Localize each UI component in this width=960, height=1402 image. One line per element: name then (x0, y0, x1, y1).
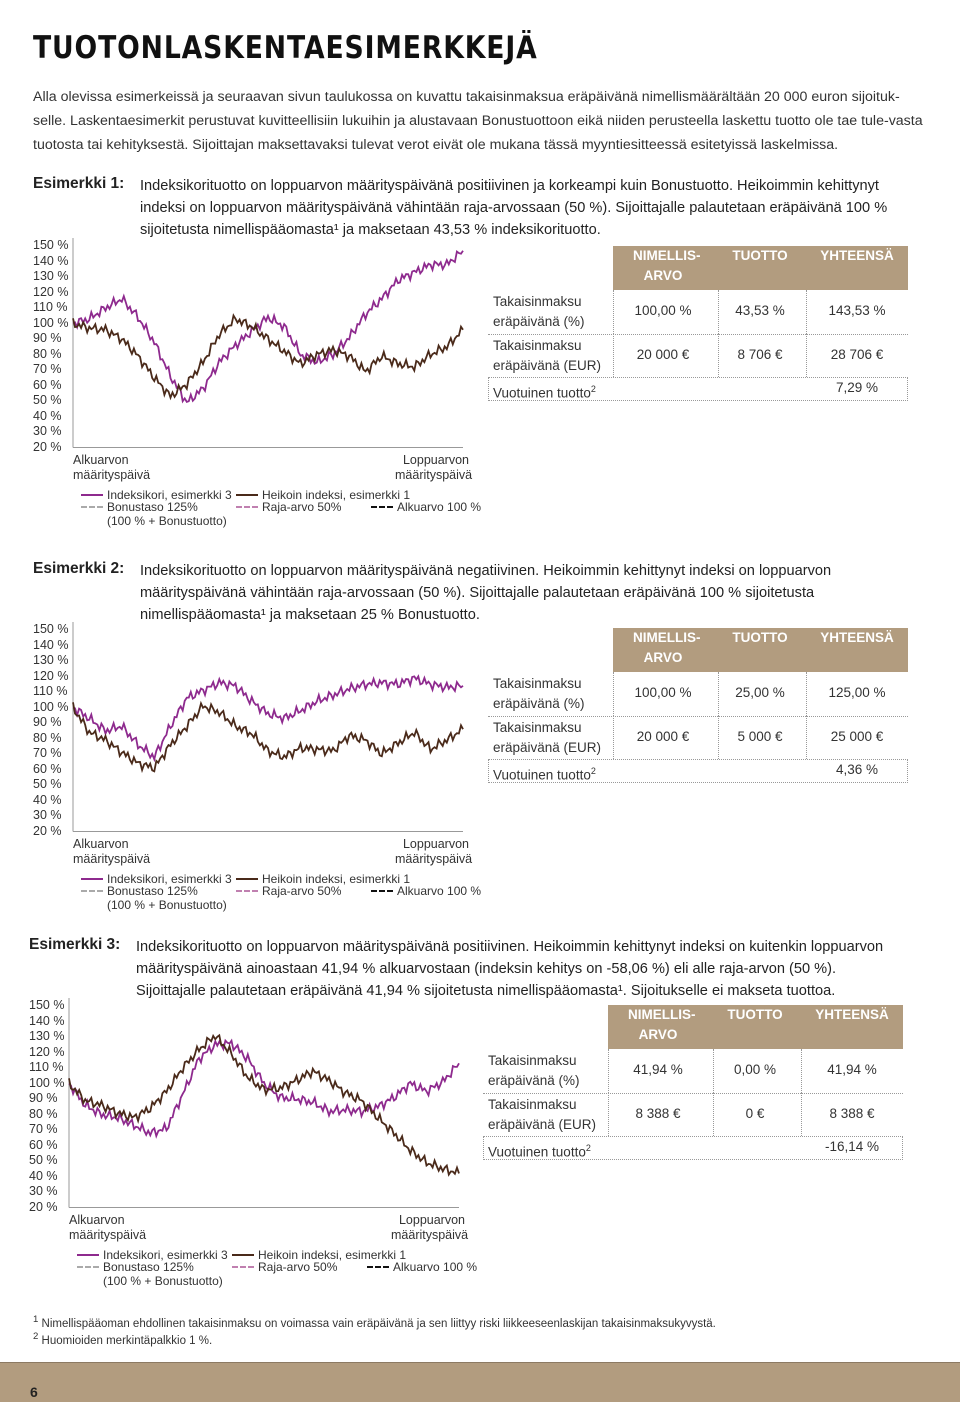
legend-text: Indeksikori, esimerkki 3 (107, 871, 232, 886)
table-value: 41,94 % (827, 1062, 877, 1077)
x-axis-end-label (391, 1212, 469, 1243)
row-label-line: eräpäivänä (EUR) (488, 1117, 597, 1132)
row-label-line: Takaisinmaksu (493, 294, 582, 309)
row-label-line: Takaisinmaksu (488, 1053, 577, 1068)
legend-text: Heikoin indeksi, esimerkki 1 (262, 871, 411, 886)
table-value: 100,00 % (634, 303, 692, 318)
header-cell: TUOTTO (732, 248, 788, 263)
annual-value: -16,14 % (824, 1139, 880, 1154)
header-cell: NIMELLIS-ARVO (628, 1007, 696, 1042)
row-label-line: eräpäivänä (EUR) (493, 740, 602, 755)
y-tick-label: 150 % (29, 998, 65, 1012)
row-pct (488, 672, 908, 717)
row-label-line: Takaisinmaksu (493, 720, 582, 735)
legend-swatch (236, 890, 258, 892)
y-tick-label: 130 % (33, 269, 69, 283)
y-tick-label: 50 % (33, 393, 62, 407)
axis-text: Alkuarvon (73, 452, 129, 467)
axis-text: määrityspäivä (395, 467, 473, 482)
y-tick-label: 100 % (33, 699, 69, 714)
y-tick-label: 20 % (29, 1199, 58, 1214)
header-cell: YHTEENSÄ (820, 630, 894, 645)
y-tick-label: 60 % (33, 377, 62, 392)
row-annual (483, 1136, 903, 1160)
row-label (493, 718, 601, 758)
header-cell: NIMELLIS-ARVO (633, 248, 701, 283)
y-tick-label: 90 % (33, 715, 62, 729)
y-tick-label: 140 % (33, 253, 69, 268)
row-label-line: eräpäivänä (%) (493, 696, 585, 711)
series-line-weakest-index (69, 1035, 459, 1174)
legend-swatch (236, 878, 258, 880)
annual-sup: 2 (590, 384, 596, 394)
y-tick-label: 140 % (33, 637, 69, 652)
column-divider (713, 1093, 714, 1136)
annual-value: 4,36 % (835, 762, 879, 777)
axis-text: määrityspäivä (73, 467, 151, 482)
row-eur (488, 334, 908, 378)
row-pct (483, 1049, 903, 1094)
column-divider (801, 1049, 802, 1093)
y-tick-label: 100 % (29, 1075, 65, 1090)
annual-text: Vuotuinen tuotto (493, 767, 591, 783)
intro-text: Alla olevissa esimerkeissä ja seuraavan sivun taulukossa on kuvattu takaisinmaksua eräpäivänä nimellismäärältään 20 000 euron sijoituk-selle. Laskentaesimerkit perustuvat kuvitteellisiin lukuihin ja alustavaan Bonustuottoon eikä niiden perusteella laskettu tuotto ole tae tule-vasta tuotosta tai kehityksestä. Sijoittajan maksettavaksi tulevat verot eivät ole mukana tässä myyntiesitteessä esitetyissä laskelmissa. (33, 89, 923, 153)
series-line-weakest-index (73, 316, 463, 398)
legend-item-bonus (81, 500, 227, 528)
table-value: 100,00 % (634, 685, 692, 700)
legend-item-start (371, 500, 481, 514)
column-divider (613, 334, 614, 377)
y-tick-label: 100 % (33, 315, 69, 330)
y-tick-label: 90 % (33, 331, 62, 345)
table-value: 25,00 % (735, 685, 785, 700)
footnote-1: $^1$ Nimellispääoman ehdollinen takaisinmaksu on voimassa vain eräpäivänä ja sen liittyy riski liikkeeseenlaskijan takaisinmaksukyvystä. (33, 1314, 716, 1330)
row-pct (488, 290, 908, 335)
axis-text: määrityspäivä (69, 1227, 147, 1242)
column-divider (806, 334, 807, 377)
legend-text: Heikoin indeksi, esimerkki 1 (258, 1247, 407, 1262)
annual-row-frame (488, 759, 908, 783)
x-axis-start-label (73, 837, 150, 867)
legend-swatch (81, 494, 103, 496)
annual-text: Vuotuinen tuotto (493, 385, 591, 401)
table-value: 41,94 % (633, 1062, 683, 1077)
row-annual (488, 759, 908, 783)
row-label (488, 1051, 580, 1091)
legend-item-start (367, 1260, 477, 1274)
legend-text: (100 % + Bonustuotto) (103, 1273, 223, 1288)
table-value: 143,53 % (828, 303, 886, 318)
axis-text: Loppuarvon (398, 1212, 465, 1227)
header-cell: TUOTTO (727, 1007, 783, 1022)
column-divider (806, 672, 807, 716)
legend-swatch (81, 890, 103, 892)
axis-text: Loppuarvon (402, 452, 469, 467)
legend-swatch (81, 878, 103, 880)
annual-row-frame (483, 1136, 903, 1160)
row-label-line: Takaisinmaksu (488, 1097, 577, 1112)
y-tick-label: 110 % (33, 300, 68, 314)
y-tick-label: 80 % (33, 346, 62, 361)
legend-text: Raja-arvo 50% (258, 1259, 338, 1274)
annual-value: 7,29 % (835, 380, 879, 395)
column-divider (718, 334, 719, 377)
footer-divider (0, 1362, 960, 1363)
y-tick-label: 40 % (33, 792, 62, 807)
x-axis-start-label (69, 1213, 146, 1243)
legend-text: Bonustaso 125% (103, 1259, 194, 1274)
y-tick-label: 70 % (33, 746, 62, 760)
x-axis-end-label (395, 836, 473, 867)
y-tick-label: 50 % (33, 777, 62, 791)
y-tick-label: 70 % (33, 362, 62, 376)
y-tick-label: 20 % (33, 823, 62, 838)
table-value: 8 388 € (635, 1105, 681, 1121)
y-tick-label: 30 % (29, 1184, 58, 1198)
table-value: 8 706 € (737, 346, 783, 362)
axis-text: määrityspäivä (391, 1227, 469, 1242)
table-value: 0,00 % (733, 1062, 777, 1077)
header-cell: TUOTTO (732, 630, 788, 645)
y-tick-label: 150 % (33, 622, 69, 636)
column-divider (608, 1093, 609, 1136)
table-value: 25 000 € (830, 728, 884, 744)
legend-text: Bonustaso 125% (107, 499, 198, 514)
y-tick-label: 40 % (33, 408, 62, 423)
legend-swatch (367, 1266, 389, 1268)
row-label-line: Takaisinmaksu (493, 338, 582, 353)
legend-text: Alkuarvo 100 % (397, 883, 482, 898)
y-tick-label: 130 % (33, 653, 69, 667)
y-tick-label: 110 % (29, 1060, 64, 1074)
legend-text: Indeksikori, esimerkki 3 (107, 487, 232, 502)
header-cell: YHTEENSÄ (815, 1007, 889, 1022)
y-tick-label: 30 % (33, 424, 62, 438)
example-label: Esimerkki 2: (33, 560, 125, 577)
table-value: 125,00 % (828, 685, 886, 700)
column-divider (806, 290, 807, 334)
legend-swatch (236, 494, 258, 496)
column-divider (613, 290, 614, 334)
column-divider (801, 1093, 802, 1136)
table-value: 5 000 € (737, 728, 783, 744)
row-label-line: eräpäivänä (%) (488, 1073, 580, 1088)
line-chart (29, 998, 509, 1298)
return-table (488, 246, 908, 401)
chart-legend (81, 488, 501, 532)
example-description: Indeksikorituotto on loppuarvon määrityspäivänä positiivinen. Heikoimmin kehittynyt indeksi on kuitenkin loppuarvon määrityspäivänä ainoastaan 41,94 % alkuarvostaan (indeksin kehitys on -58,06 %) eli alle raja-arvon (50 %). Sijoittajalle palautetaan eräpäivänä 41,94 % sijoitetusta nimellispääomasta¹. Sijoitukselle ei makseta tuottoa. (136, 939, 884, 999)
y-tick-label: 30 % (33, 808, 62, 822)
row-label (488, 1095, 596, 1135)
column-divider (718, 672, 719, 716)
page-title: TUOTONLASKENTAESIMERKKEJÄ (33, 30, 538, 66)
axis-text: Alkuarvon (69, 1212, 125, 1227)
y-tick-label: 120 % (29, 1044, 65, 1059)
page-number: 6 (30, 1384, 38, 1400)
annual-text: Vuotuinen tuotto (488, 1144, 586, 1160)
example-description: Indeksikorituotto on loppuarvon määrityspäivänä negatiivinen. Heikoimmin kehittynyt indeksi on loppuarvon määrityspäivänä vähintään raja-arvossaan (50 %). Sijoittajalle palautetaan eräpäivänä 100 % sijoitetusta nimellispääomasta¹ ja maksetaan 25 % Bonustuotto. (140, 563, 832, 623)
header-cell: YHTEENSÄ (820, 248, 894, 263)
y-tick-label: 20 % (33, 439, 62, 454)
table-value: 20 000 € (636, 728, 690, 744)
row-label (493, 674, 585, 714)
y-tick-label: 120 % (33, 284, 69, 299)
axis-text: määrityspäivä (395, 851, 473, 866)
legend-item-barrier (236, 884, 341, 898)
row-label-line: eräpäivänä (%) (493, 314, 585, 329)
example-description: Indeksikorituotto on loppuarvon määrityspäivänä positiivinen ja korkeampi kuin Bonustuotto. Heikoimmin kehittynyt indeksi on loppuarvon määrityspäivänä vähintään raja-arvossaan (50 %). Sijoittajalle palautetaan eräpäivänä 100 % sijoitetusta nimellispääomasta¹ ja maksetaan 43,53 % indeksikorituotto. (140, 178, 888, 238)
y-tick-label: 110 % (33, 684, 68, 698)
y-tick-label: 120 % (33, 668, 69, 683)
column-divider (613, 716, 614, 759)
legend-swatch (236, 506, 258, 508)
row-label-line: eräpäivänä (EUR) (493, 358, 602, 373)
legend-text: (100 % + Bonustuotto) (107, 897, 227, 912)
column-divider (613, 672, 614, 716)
annual-row-frame (488, 377, 908, 401)
chart-legend (77, 1248, 497, 1292)
y-tick-label: 130 % (29, 1029, 65, 1043)
y-tick-label: 150 % (33, 238, 69, 252)
y-tick-label: 60 % (33, 761, 62, 776)
legend-text: Alkuarvo 100 % (397, 499, 482, 514)
legend-swatch (232, 1266, 254, 1268)
legend-swatch (81, 506, 103, 508)
y-tick-label: 80 % (33, 730, 62, 745)
legend-text: Raja-arvo 50% (262, 883, 342, 898)
return-table (483, 1005, 903, 1160)
y-tick-label: 140 % (29, 1013, 65, 1028)
column-divider (718, 290, 719, 334)
chart-legend (81, 872, 501, 916)
table-value: 43,53 % (735, 303, 785, 318)
y-tick-label: 90 % (29, 1091, 58, 1105)
series-line-index-basket (73, 251, 463, 402)
legend-text: Raja-arvo 50% (262, 499, 342, 514)
footnote-2: $^2$ Huomioiden merkintäpalkkio 1 %. (33, 1331, 213, 1347)
y-tick-label: 50 % (29, 1153, 58, 1167)
y-tick-label: 60 % (29, 1137, 58, 1152)
column-divider (713, 1049, 714, 1093)
table-value: 0 € (745, 1105, 765, 1121)
row-label-line: Takaisinmaksu (493, 676, 582, 691)
column-divider (608, 1049, 609, 1093)
header-cell: NIMELLIS-ARVO (633, 630, 701, 665)
x-axis-start-label (73, 453, 150, 483)
legend-text: (100 % + Bonustuotto) (107, 513, 227, 528)
axis-text: Alkuarvon (73, 836, 129, 851)
legend-text: Indeksikori, esimerkki 3 (103, 1247, 228, 1262)
row-eur (488, 716, 908, 760)
x-axis-end-label (395, 452, 473, 483)
column-divider (718, 716, 719, 759)
legend-text: Heikoin indeksi, esimerkki 1 (262, 487, 411, 502)
y-tick-label: 80 % (29, 1106, 58, 1121)
legend-item-barrier (236, 500, 341, 514)
row-eur (483, 1093, 903, 1137)
example-label: Esimerkki 3: (29, 936, 121, 953)
table-value: 20 000 € (636, 346, 690, 362)
row-label (493, 336, 601, 376)
row-label (493, 292, 585, 332)
y-tick-label: 70 % (29, 1122, 58, 1136)
legend-item-start (371, 884, 481, 898)
annual-sup: 2 (585, 1143, 591, 1153)
legend-swatch (77, 1266, 99, 1268)
legend-swatch (371, 890, 393, 892)
table-value: 28 706 € (830, 346, 884, 362)
axis-text: Loppuarvon (402, 836, 469, 851)
line-chart (33, 622, 513, 922)
annual-sup: 2 (590, 766, 596, 776)
column-divider (806, 716, 807, 759)
legend-text: Alkuarvo 100 % (393, 1259, 478, 1274)
legend-item-bonus (81, 884, 227, 912)
table-value: 8 388 € (829, 1105, 875, 1121)
legend-item-bonus (77, 1260, 223, 1288)
row-annual (488, 377, 908, 401)
legend-text: Bonustaso 125% (107, 883, 198, 898)
y-tick-label: 40 % (29, 1168, 58, 1183)
legend-item-barrier (232, 1260, 337, 1274)
example-label: Esimerkki 1: (33, 175, 125, 192)
legend-swatch (371, 506, 393, 508)
legend-swatch (232, 1254, 254, 1256)
page-footer-bar (0, 1362, 960, 1402)
line-chart (33, 238, 513, 538)
legend-swatch (77, 1254, 99, 1256)
axis-text: määrityspäivä (73, 851, 151, 866)
return-table (488, 628, 908, 783)
